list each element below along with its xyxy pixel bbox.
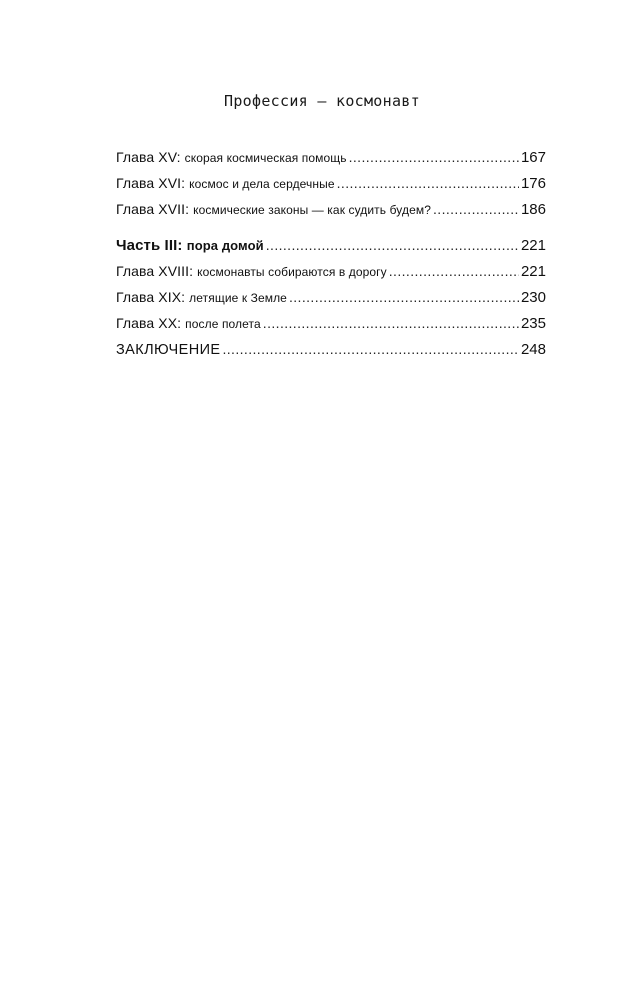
toc-entry-chapter-19[interactable]: [116, 284, 546, 310]
table-of-contents: [116, 144, 546, 362]
toc-entry-label: [116, 170, 335, 197]
toc-entry-label: [116, 337, 220, 363]
toc-entry-chapter-17[interactable]: [116, 196, 546, 222]
toc-entry-page: 221: [520, 237, 546, 254]
dot-leader: [337, 170, 519, 196]
toc-entry-label: [116, 144, 347, 171]
toc-entry-prefix: Глава XX:: [116, 315, 182, 331]
toc-entry-label: [116, 258, 387, 285]
toc-entry-title: летящие к Земле: [189, 291, 287, 305]
toc-entry-label: [116, 196, 431, 223]
toc-entry-page: 176: [520, 175, 546, 192]
dot-leader: [263, 310, 519, 336]
toc-entry-page: 167: [520, 149, 546, 166]
toc-entry-page: 230: [520, 289, 546, 306]
toc-entry-page: 248: [520, 341, 546, 358]
toc-entry-prefix: Глава XVI:: [116, 175, 186, 191]
toc-entry-chapter-16[interactable]: [116, 170, 546, 196]
running-head: Профессия – космонавт: [224, 92, 420, 110]
toc-entry-page: 186: [520, 201, 546, 218]
dot-leader: [289, 284, 519, 310]
toc-entry-prefix: Глава XVIII:: [116, 263, 194, 279]
toc-entry-title: космонавты собираются в дорогу: [197, 265, 387, 279]
dot-leader: [433, 196, 519, 222]
toc-entry-chapter-20[interactable]: [116, 310, 546, 336]
toc-entry-prefix: Часть III:: [116, 237, 183, 254]
toc-entry-conclusion[interactable]: [116, 336, 546, 362]
toc-entry-title: космос и дела сердечные: [189, 177, 335, 191]
toc-entry-title: космические законы — как судить будем?: [193, 203, 431, 217]
toc-entry-prefix: Глава XV:: [116, 149, 181, 165]
toc-entry-chapter-15[interactable]: [116, 144, 546, 170]
toc-entry-prefix: ЗАКЛЮЧЕНИЕ: [116, 342, 221, 358]
toc-entry-label: [116, 233, 264, 259]
toc-entry-title: пора домой: [186, 238, 264, 253]
toc-entry-prefix: Глава XVII:: [116, 201, 190, 217]
dot-leader: [389, 258, 519, 284]
dot-leader: [266, 232, 519, 258]
toc-entry-part-3[interactable]: [116, 232, 546, 258]
toc-entry-label: [116, 284, 287, 311]
toc-entry-page: 235: [520, 315, 546, 332]
dot-leader: [222, 336, 519, 362]
dot-leader: [349, 144, 519, 170]
toc-entry-label: [116, 310, 261, 337]
toc-entry-title: после полета: [185, 317, 261, 331]
toc-entry-chapter-18[interactable]: [116, 258, 546, 284]
toc-entry-page: 221: [520, 263, 546, 280]
toc-entry-prefix: Глава XIX:: [116, 289, 186, 305]
toc-entry-title: скорая космическая помощь: [184, 151, 347, 165]
